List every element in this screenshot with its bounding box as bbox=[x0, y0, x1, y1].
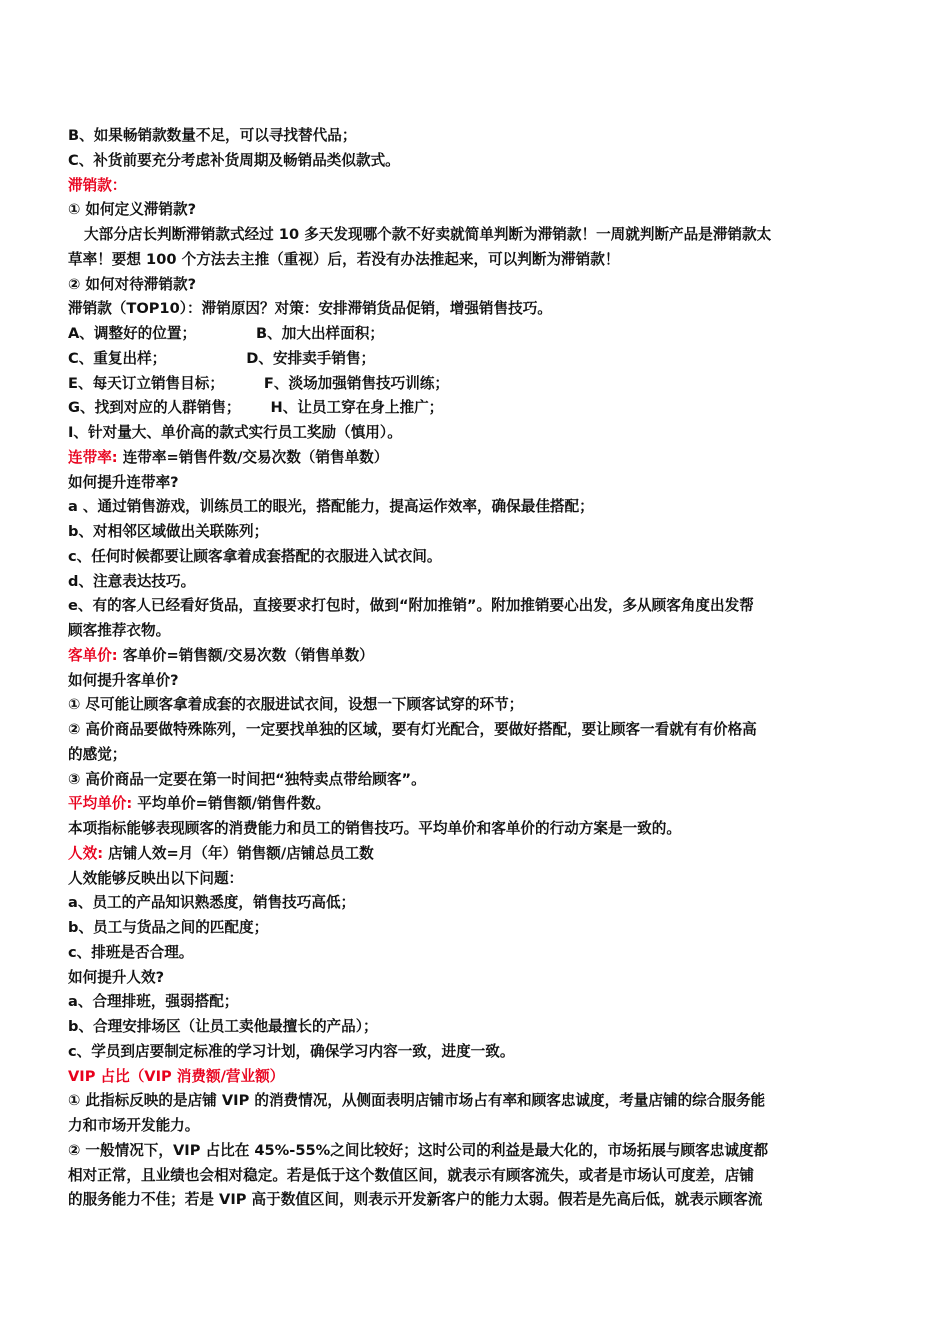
paragraph-line: 如何提升客单价? bbox=[68, 671, 179, 689]
list-item: A、调整好的位置； bbox=[68, 325, 197, 342]
paragraph-line: 大部分店长判断滞销款式经过 10 多天发现哪个款不好卖就简单判断为滞销款！一周就判断产品是滞销款太 bbox=[84, 226, 772, 243]
section-heading-kedanjia: 客单价: bbox=[68, 646, 118, 664]
list-item: E、每天订立销售目标； bbox=[68, 374, 224, 392]
paragraph-line: b、对相邻区域做出关联陈列； bbox=[68, 523, 269, 540]
list-item: C、重复出样； bbox=[68, 349, 167, 367]
list-item: F、淡场加强销售技巧训练； bbox=[263, 374, 450, 392]
list-item: B、加大出样面积； bbox=[256, 325, 384, 342]
list-row bbox=[68, 396, 883, 421]
paragraph-line: 的感觉； bbox=[68, 745, 127, 763]
section-heading-renxiao: 人效: bbox=[68, 844, 104, 862]
section-line-renxiao bbox=[68, 842, 883, 867]
paragraph-line: ② 一般情况下，VIP 占比在 45%-55%之间比较好；这时公司的利益是最大化的，市场拓展与顾客忠诚度都 bbox=[68, 1141, 769, 1159]
section-heading-liandai: 连带率: bbox=[68, 448, 118, 466]
list-item: D、安排卖手销售； bbox=[246, 349, 376, 367]
section-line-pingjun bbox=[68, 792, 883, 817]
paragraph-line: d、注意表达技巧。 bbox=[68, 572, 196, 590]
paragraph-line: ① 尽可能让顾客拿着成套的衣服进试衣间，设想一下顾客试穿的环节； bbox=[68, 696, 524, 714]
section-line-kedanjia bbox=[68, 644, 883, 669]
paragraph-line: 顾客推荐衣物。 bbox=[68, 622, 171, 639]
paragraph-line: 本项指标能够表现顾客的消费能力和员工的销售技巧。平均单价和客单价的行动方案是一致的。 bbox=[68, 820, 681, 837]
paragraph-line: a 、通过销售游戏，训练员工的眼光，搭配能力，提高运作效率，确保最佳搭配； bbox=[68, 498, 594, 516]
formula-text: 店铺人效=月（年）销售额/店铺总员工数 bbox=[103, 844, 374, 862]
paragraph-line: 草率！要想 100 个方法去主推（重视）后，若没有办法推起来，可以判断为滞销款！ bbox=[68, 250, 620, 268]
paragraph-line: 的服务能力不佳；若是 VIP 高于数值区间，则表示开发新客户的能力太弱。假若是先高后低，就表示顾客流 bbox=[68, 1191, 763, 1209]
list-row bbox=[68, 322, 883, 347]
paragraph-line: 滞销款（TOP10）：滞销原因？对策：安排滞销货品促销，增强销售技巧。 bbox=[68, 300, 552, 318]
list-item: G、找到对应的人群销售； bbox=[68, 399, 241, 417]
paragraph-line: ③ 高价商品一定要在第一时间把“独特卖点带给顾客”。 bbox=[68, 770, 426, 788]
paragraph-line: I、针对量大、单价高的款式实行员工奖励（慎用）。 bbox=[68, 424, 402, 441]
section-heading-pingjun: 平均单价: bbox=[68, 795, 133, 813]
paragraph-line: c、任何时候都要让顾客拿着成套搭配的衣服进入试衣间。 bbox=[68, 547, 442, 565]
paragraph-line: b、合理安排场区（让员工卖他最擅长的产品）； bbox=[68, 1018, 378, 1035]
paragraph-line: 如何提升连带率? bbox=[68, 473, 179, 491]
list-item: H、让员工穿在身上推广； bbox=[270, 399, 444, 417]
paragraph-line: 人效能够反映出以下问题： bbox=[68, 869, 244, 887]
document-body bbox=[68, 124, 883, 1213]
paragraph-line: b、员工与货品之间的匹配度； bbox=[68, 919, 269, 936]
paragraph-line: ① 如何定义滞销款? bbox=[68, 201, 197, 219]
paragraph-line: 力和市场开发能力。 bbox=[68, 1117, 200, 1134]
paragraph-line: e、有的客人已经看好货品，直接要求打包时，做到“附加推销”。附加推销要心出发，多从顾客角度出发帮 bbox=[68, 597, 754, 615]
paragraph-line: a、员工的产品知识熟悉度，销售技巧高低； bbox=[68, 894, 356, 912]
section-heading-zhixiao: 滞销款： bbox=[68, 176, 127, 194]
paragraph-line: B、如果畅销款数量不足，可以寻找替代品； bbox=[68, 127, 357, 144]
paragraph-line: 如何提升人效? bbox=[68, 968, 165, 986]
list-row bbox=[68, 372, 883, 397]
formula-text: 平均单价=销售额/销售件数。 bbox=[132, 795, 330, 813]
section-line-liandai bbox=[68, 446, 883, 471]
paragraph-line: ① 此指标反映的是店铺 VIP 的消费情况，从侧面表明店铺市场占有率和顾客忠诚度，考量店铺的综合服务能 bbox=[68, 1092, 766, 1110]
formula-text: 连带率=销售件数/交易次数（销售单数） bbox=[117, 448, 389, 466]
paragraph-line: c、排班是否合理。 bbox=[68, 943, 194, 961]
paragraph-line: C、补货前要充分考虑补货周期及畅销品类似款式。 bbox=[68, 151, 400, 169]
paragraph-line: ② 高价商品要做特殊陈列，一定要找单独的区域，要有灯光配合，要做好搭配，要让顾客一看就有有价格高 bbox=[68, 721, 757, 738]
section-heading-vip: VIP 占比（VIP 消费额/营业额） bbox=[68, 1067, 285, 1085]
paragraph-line: a、合理排班，强弱搭配； bbox=[68, 993, 239, 1011]
paragraph-line: c、学员到店要制定标准的学习计划，确保学习内容一致，进度一致。 bbox=[68, 1042, 515, 1060]
paragraph-line: 相对正常，且业绩也会相对稳定。若是低于这个数值区间，就表示有顾客流失，或者是市场认可度差，店铺 bbox=[68, 1166, 754, 1184]
paragraph-line: ② 如何对待滞销款? bbox=[68, 275, 197, 293]
formula-text: 客单价=销售额/交易次数（销售单数） bbox=[117, 646, 374, 664]
list-row bbox=[68, 347, 883, 372]
